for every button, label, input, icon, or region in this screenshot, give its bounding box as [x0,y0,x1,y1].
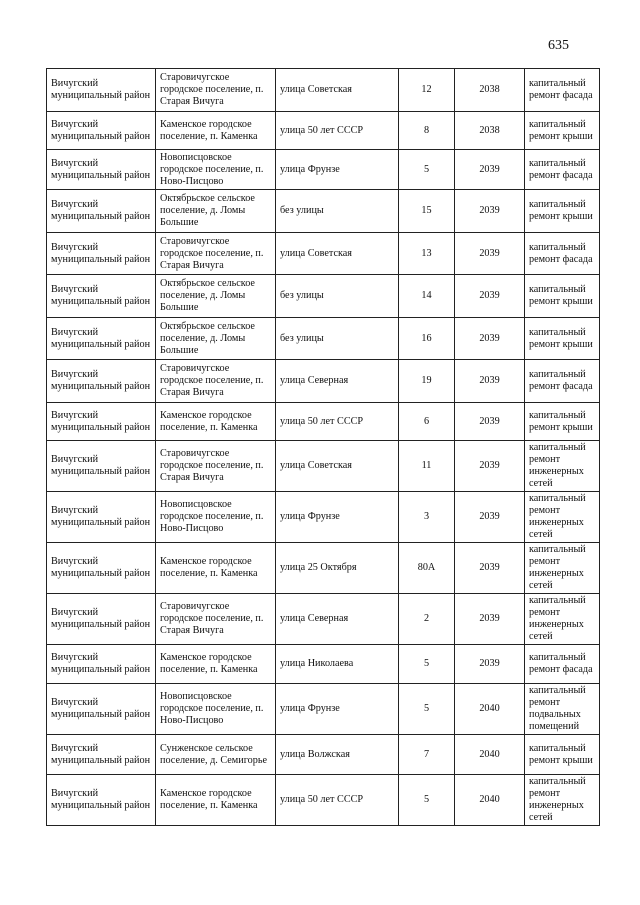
settlement-cell: Старовичугское городское поселение, п. Старая Вичуга [156,69,276,112]
year-cell: 2039 [455,441,525,492]
table-row [47,318,600,360]
street-cell: улица Фрунзе [276,684,399,735]
work-type-cell: капитальный ремонт крыши [525,318,600,360]
house-number-cell: 6 [399,403,455,441]
district-cell: Вичугский муниципальный район [47,735,156,775]
table-row [47,190,600,233]
house-number-cell: 15 [399,190,455,233]
year-cell: 2040 [455,775,525,826]
table-row [47,403,600,441]
district-cell: Вичугский муниципальный район [47,360,156,403]
street-cell: улица Фрунзе [276,150,399,190]
settlement-cell: Каменское городское поселение, п. Каменка [156,543,276,594]
district-cell: Вичугский муниципальный район [47,233,156,275]
district-cell: Вичугский муниципальный район [47,190,156,233]
settlement-cell: Старовичугское городское поселение, п. Старая Вичуга [156,233,276,275]
district-cell: Вичугский муниципальный район [47,684,156,735]
table-row [47,360,600,403]
table-row [47,275,600,318]
table-row [47,594,600,645]
district-cell: Вичугский муниципальный район [47,403,156,441]
work-type-cell: капитальный ремонт фасада [525,233,600,275]
work-type-cell: капитальный ремонт крыши [525,275,600,318]
district-cell: Вичугский муниципальный район [47,441,156,492]
work-type-cell: капитальный ремонт подвальных помещений [525,684,600,735]
district-cell: Вичугский муниципальный район [47,594,156,645]
settlement-cell: Новописцовское городское поселение, п. Ново-Писцово [156,684,276,735]
district-cell: Вичугский муниципальный район [47,492,156,543]
work-type-cell: капитальный ремонт инженерных сетей [525,775,600,826]
house-number-cell: 19 [399,360,455,403]
year-cell: 2039 [455,190,525,233]
page-number: 635 [548,38,569,53]
settlement-cell: Старовичугское городское поселение, п. Старая Вичуга [156,441,276,492]
street-cell: улица Советская [276,233,399,275]
work-type-cell: капитальный ремонт инженерных сетей [525,594,600,645]
year-cell: 2039 [455,150,525,190]
house-number-cell: 11 [399,441,455,492]
work-type-cell: капитальный ремонт инженерных сетей [525,441,600,492]
district-cell: Вичугский муниципальный район [47,150,156,190]
table-row [47,112,600,150]
street-cell: улица Николаева [276,645,399,684]
table-row [47,150,600,190]
house-number-cell: 3 [399,492,455,543]
house-number-cell: 5 [399,775,455,826]
work-type-cell: капитальный ремонт фасада [525,360,600,403]
table-row [47,684,600,735]
work-type-cell: капитальный ремонт крыши [525,403,600,441]
street-cell: без улицы [276,318,399,360]
street-cell: улица Советская [276,441,399,492]
settlement-cell: Каменское городское поселение, п. Каменка [156,645,276,684]
table-row [47,645,600,684]
street-cell: улица 50 лет СССР [276,403,399,441]
year-cell: 2039 [455,403,525,441]
year-cell: 2039 [455,594,525,645]
table-row [47,69,600,112]
settlement-cell: Октябрьское сельское поселение, д. Ломы Большие [156,190,276,233]
district-cell: Вичугский муниципальный район [47,543,156,594]
work-type-cell: капитальный ремонт инженерных сетей [525,543,600,594]
house-number-cell: 5 [399,645,455,684]
street-cell: улица Фрунзе [276,492,399,543]
settlement-cell: Каменское городское поселение, п. Каменка [156,112,276,150]
street-cell: улица 50 лет СССР [276,112,399,150]
house-number-cell: 16 [399,318,455,360]
house-number-cell: 7 [399,735,455,775]
house-number-cell: 80А [399,543,455,594]
district-cell: Вичугский муниципальный район [47,775,156,826]
settlement-cell: Октябрьское сельское поселение, д. Ломы Большие [156,318,276,360]
street-cell: улица Северная [276,360,399,403]
year-cell: 2039 [455,275,525,318]
street-cell: улица Волжская [276,735,399,775]
year-cell: 2039 [455,318,525,360]
settlement-cell: Каменское городское поселение, п. Каменка [156,775,276,826]
house-number-cell: 8 [399,112,455,150]
table-row [47,735,600,775]
year-cell: 2040 [455,684,525,735]
settlement-cell: Старовичугское городское поселение, п. Старая Вичуга [156,360,276,403]
table-row [47,775,600,826]
street-cell: улица 25 Октября [276,543,399,594]
settlement-cell: Каменское городское поселение, п. Каменка [156,403,276,441]
year-cell: 2039 [455,360,525,403]
settlement-cell: Новописцовское городское поселение, п. Ново-Писцово [156,492,276,543]
house-number-cell: 12 [399,69,455,112]
house-number-cell: 13 [399,233,455,275]
year-cell: 2040 [455,735,525,775]
year-cell: 2039 [455,492,525,543]
year-cell: 2039 [455,645,525,684]
work-type-cell: капитальный ремонт инженерных сетей [525,492,600,543]
house-number-cell: 14 [399,275,455,318]
table-row [47,441,600,492]
table-row [47,543,600,594]
house-number-cell: 2 [399,594,455,645]
year-cell: 2038 [455,69,525,112]
district-cell: Вичугский муниципальный район [47,275,156,318]
settlement-cell: Старовичугское городское поселение, п. Старая Вичуга [156,594,276,645]
house-number-cell: 5 [399,150,455,190]
table-row [47,492,600,543]
street-cell: без улицы [276,190,399,233]
district-cell: Вичугский муниципальный район [47,69,156,112]
repair-schedule-table [46,68,600,826]
work-type-cell: капитальный ремонт фасада [525,645,600,684]
year-cell: 2039 [455,233,525,275]
house-number-cell: 5 [399,684,455,735]
table-row [47,233,600,275]
settlement-cell: Сунженское сельское поселение, д. Семигорье [156,735,276,775]
settlement-cell: Октябрьское сельское поселение, д. Ломы Большие [156,275,276,318]
year-cell: 2039 [455,543,525,594]
street-cell: улица Советская [276,69,399,112]
work-type-cell: капитальный ремонт крыши [525,190,600,233]
year-cell: 2038 [455,112,525,150]
district-cell: Вичугский муниципальный район [47,112,156,150]
district-cell: Вичугский муниципальный район [47,645,156,684]
work-type-cell: капитальный ремонт крыши [525,112,600,150]
street-cell: улица 50 лет СССР [276,775,399,826]
district-cell: Вичугский муниципальный район [47,318,156,360]
work-type-cell: капитальный ремонт крыши [525,735,600,775]
work-type-cell: капитальный ремонт фасада [525,69,600,112]
work-type-cell: капитальный ремонт фасада [525,150,600,190]
street-cell: улица Северная [276,594,399,645]
street-cell: без улицы [276,275,399,318]
settlement-cell: Новописцовское городское поселение, п. Ново-Писцово [156,150,276,190]
